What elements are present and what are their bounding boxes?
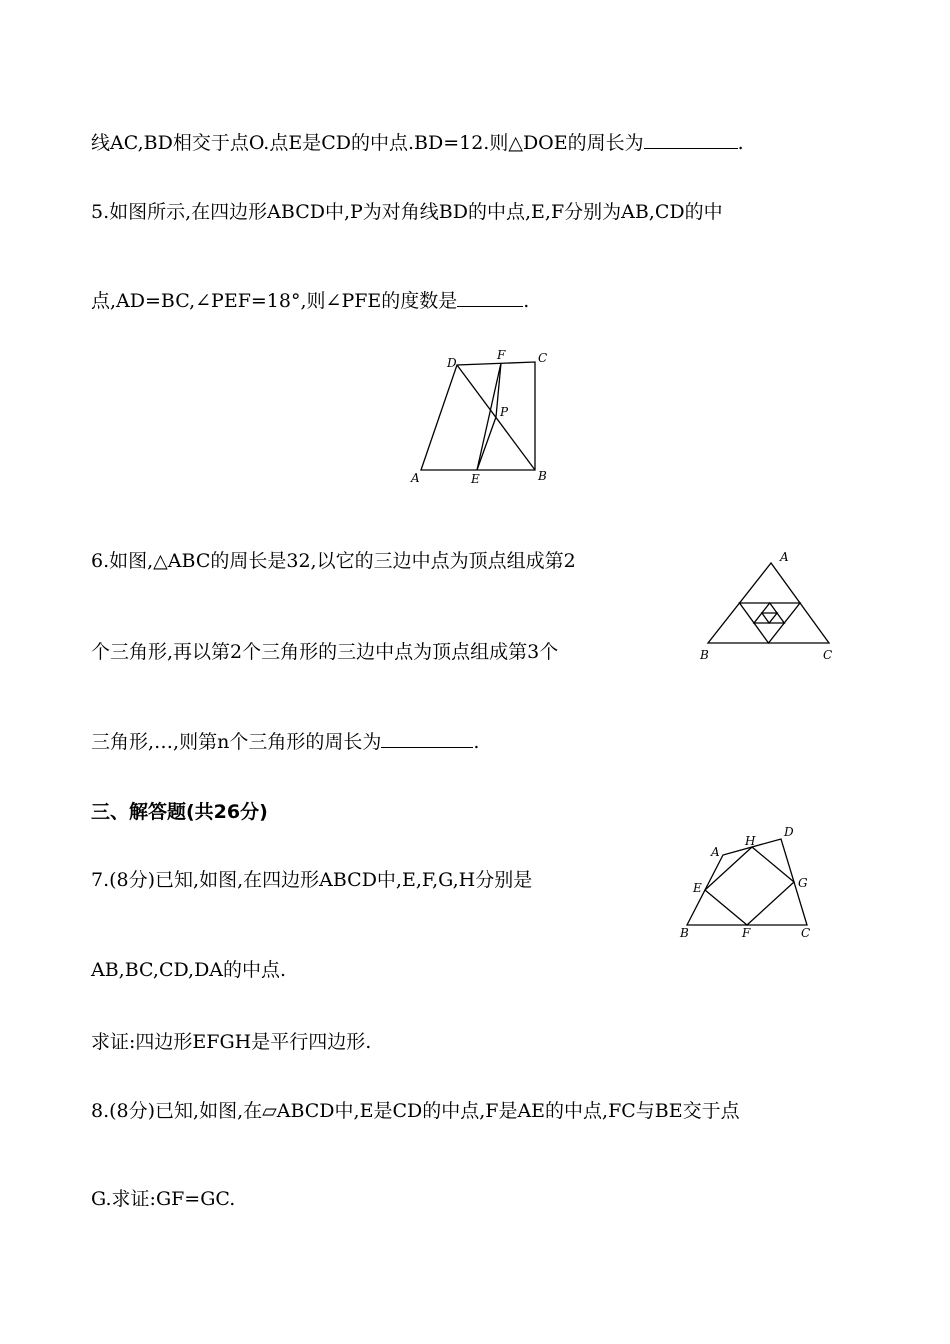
- question-6-line-3: 三角形,…,则第n个三角形的周长为 .: [91, 731, 480, 753]
- question-4-text: 线AC,BD相交于点O.点E是CD的中点.BD=12.则△DOE的周长为: [91, 132, 644, 154]
- label-e: E: [471, 472, 480, 486]
- label-f: F: [497, 348, 506, 362]
- label-h: H: [745, 834, 756, 848]
- figure-quadrilateral-efgh: [675, 820, 825, 945]
- question-6-line-1: 6.如图,△ABC的周长是32,以它的三边中点为顶点组成第2: [91, 550, 576, 572]
- figure-nested-midpoint-triangles: [695, 545, 845, 665]
- segment-ef: [477, 363, 501, 470]
- label-d: D: [447, 356, 457, 370]
- question-7-line-2: AB,BC,CD,DA的中点.: [91, 959, 287, 981]
- triangle-4: [762, 613, 777, 623]
- question-6-line-2: 个三角形,再以第2个三角形的三边中点为顶点组成第3个: [91, 641, 559, 663]
- section-heading: 三、解答题(共26分): [91, 801, 268, 823]
- label-c: C: [823, 648, 833, 662]
- question-7-line-1: 7.(8分)已知,如图,在四边形ABCD中,E,F,G,H分别是: [91, 869, 533, 891]
- label-b: B: [680, 926, 689, 940]
- figure-quadrilateral-abcd-midpoints: [405, 345, 565, 490]
- question-6-text: 三角形,…,则第n个三角形的周长为: [91, 731, 382, 753]
- question-8-line-1: 8.(8分)已知,如图,在▱ABCD中,E是CD的中点,F是AE的中点,FC与BE交于点: [91, 1100, 740, 1122]
- question-5-line-2: 点,AD=BC,∠PEF=18°,则∠PFE的度数是 .: [91, 290, 530, 312]
- label-a: A: [411, 471, 420, 485]
- answer-blank: [381, 729, 473, 748]
- question-8-line-2: G.求证:GF=GC.: [91, 1188, 236, 1210]
- question-7-line-3: 求证:四边形EFGH是平行四边形.: [91, 1031, 372, 1053]
- label-d: D: [784, 825, 794, 839]
- label-b: B: [538, 469, 547, 483]
- label-a: A: [711, 845, 720, 859]
- label-p: P: [500, 405, 509, 419]
- label-g: G: [798, 876, 808, 890]
- label-b: B: [700, 648, 709, 662]
- label-c: C: [538, 351, 548, 365]
- label-e: E: [693, 881, 702, 895]
- label-f: F: [742, 926, 751, 940]
- answer-blank: [644, 130, 738, 149]
- label-a: A: [780, 550, 789, 564]
- answer-blank: [457, 288, 523, 307]
- question-4-continuation: 线AC,BD相交于点O.点E是CD的中点.BD=12.则△DOE的周长为 .: [91, 132, 744, 154]
- label-c: C: [801, 926, 811, 940]
- quadrilateral-abcd: [421, 362, 535, 470]
- question-5-line-1: 5.如图所示,在四边形ABCD中,P为对角线BD的中点,E,F分别为AB,CD的中: [91, 201, 723, 223]
- question-5-text: 点,AD=BC,∠PEF=18°,则∠PFE的度数是: [91, 290, 458, 312]
